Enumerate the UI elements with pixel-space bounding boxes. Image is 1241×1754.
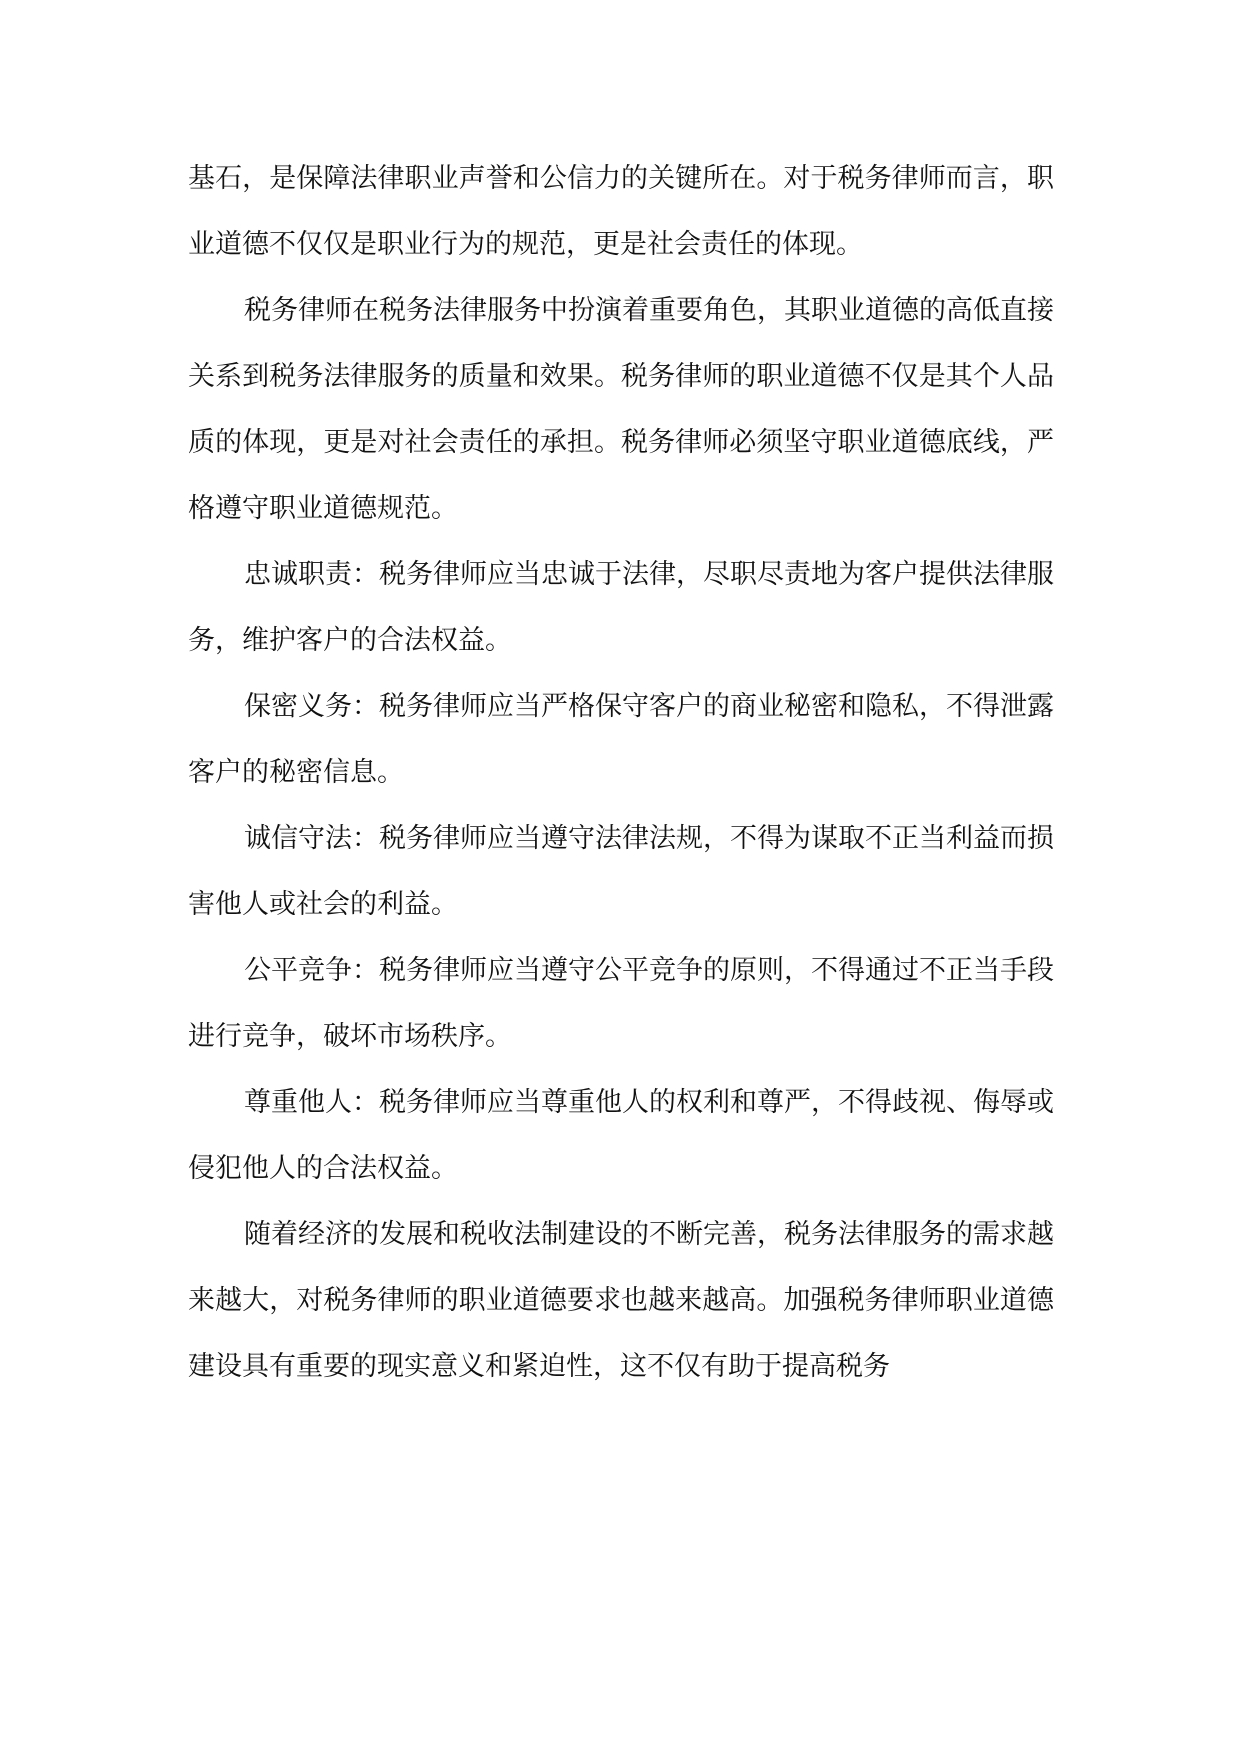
paragraph: 随着经济的发展和税收法制建设的不断完善，税务法律服务的需求越来越大，对税务律师的职业道德要求也越来越高。加强税务律师职业道德建设具有重要的现实意义和紧迫性，这不仅有助于提高税务 [188,1219,1054,1382]
paragraph: 忠诚职责：税务律师应当忠诚于法律，尽职尽责地为客户提供法律服务，维护客户的合法权益。 [188,559,1054,656]
document-body [188,146,1054,1400]
paragraph: 公平竞争：税务律师应当遵守公平竞争的原则，不得通过不正当手段进行竞争，破坏市场秩序。 [188,955,1054,1052]
paragraph: 保密义务：税务律师应当严格保守客户的商业秘密和隐私，不得泄露客户的秘密信息。 [188,691,1054,788]
paragraph: 税务律师在税务法律服务中扮演着重要角色，其职业道德的高低直接关系到税务法律服务的质量和效果。税务律师的职业道德不仅是其个人品质的体现，更是对社会责任的承担。税务律师必须坚守职业道德底线，严格遵守职业道德规范。 [188,295,1054,524]
paragraph: 诚信守法：税务律师应当遵守法律法规，不得为谋取不正当利益而损害他人或社会的利益。 [188,823,1054,920]
paragraph: 基石，是保障法律职业声誉和公信力的关键所在。对于税务律师而言，职业道德不仅仅是职业行为的规范，更是社会责任的体现。 [188,163,1054,260]
paragraph: 尊重他人：税务律师应当尊重他人的权利和尊严，不得歧视、侮辱或侵犯他人的合法权益。 [188,1087,1054,1184]
